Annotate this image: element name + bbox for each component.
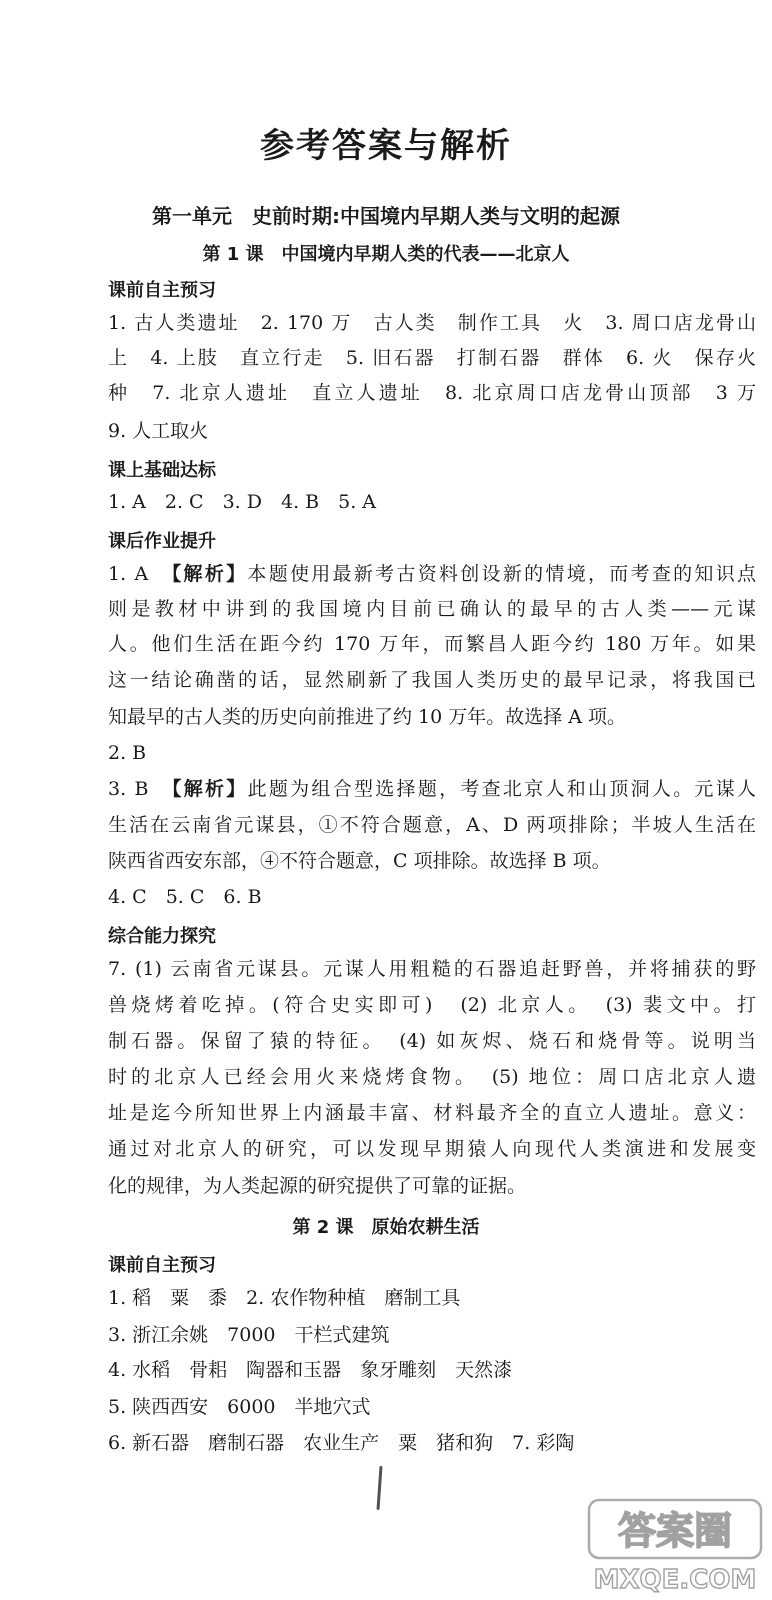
watermark-logo-text: 答案圈 xyxy=(617,1509,733,1553)
lesson-2-preview-line-3: 4. 水稻 骨耜 陶器和玉器 象牙雕刻 天然漆 xyxy=(108,1359,513,1381)
homework-q1-line-4: 这一结论确凿的话，显然刷新了我国人类历史的最早记录，将我国已 xyxy=(108,669,756,691)
lesson-2-preview-line-4: 5. 陕西西安 6000 半地穴式 xyxy=(108,1396,371,1418)
pencil-mark xyxy=(376,1466,382,1510)
explore-line-2: 兽烧烤着吃掉。(符合史实即可) (2) 北京人。 (3) 裴文中。打 xyxy=(108,994,756,1016)
lesson-2-preview-heading: 课前自主预习 xyxy=(108,1255,216,1276)
analysis-tag: 【解析】 xyxy=(171,778,248,800)
explore-line-7: 化的规律，为人类起源的研究提供了可靠的证据。 xyxy=(108,1175,527,1197)
watermark-url-text: MXQE.COM xyxy=(593,1565,757,1595)
watermark-logo xyxy=(585,1498,765,1596)
lesson-1-explore-heading: 综合能力探究 xyxy=(108,926,216,947)
lesson-1-preview-line-1: 1. 古人类遗址 2. 170 万 古人类 制作工具 火 3. 周口店龙骨山 xyxy=(108,312,756,334)
page-title: 参考答案与解析 xyxy=(260,126,512,166)
lesson-1-basic-answers: 1. A 2. C 3. D 4. B 5. A xyxy=(108,491,377,513)
lesson-1-preview-line-3: 种 7. 北京人遗址 直立人遗址 8. 北京周口店龙骨山顶部 3 万 xyxy=(108,382,756,404)
homework-q3-text: 此题为组合型选择题，考查北京人和山顶洞人。元谋人 xyxy=(247,778,756,800)
homework-q2: 2. B xyxy=(108,742,147,764)
lesson-1-basic-heading: 课上基础达标 xyxy=(108,460,216,481)
explore-line-5: 址是迄今所知世界上内涵最丰富、材料最齐全的直立人遗址。意义： xyxy=(108,1102,756,1124)
explore-line-6: 通过对北京人的研究，可以发现早期猿人向现代人类演进和发展变 xyxy=(108,1138,756,1160)
watermark-logo-icon xyxy=(585,1498,765,1596)
unit-title: 第一单元 史前时期:中国境内早期人类与文明的起源 xyxy=(152,204,620,228)
lesson-1-title: 第 1 课 中国境内早期人类的代表——北京人 xyxy=(202,244,570,265)
explore-line-3: 制石器。保留了猿的特征。 (4) 如灰烬、烧石和烧骨等。说明当 xyxy=(108,1030,756,1052)
homework-q1-line-5: 知最早的古人类的历史向前推进了约 10 万年。故选择 A 项。 xyxy=(108,706,627,728)
homework-q1-line-3: 人。他们生活在距今约 170 万年，而繁昌人距今约 180 万年。如果 xyxy=(108,633,756,655)
homework-q4-6: 4. C 5. C 6. B xyxy=(108,886,262,908)
lesson-1-homework-heading: 课后作业提升 xyxy=(108,531,216,552)
homework-q3-line-3: 陕西省西安东部，④不符合题意，C 项排除。故选择 B 项。 xyxy=(108,850,611,872)
lesson-2-title: 第 2 课 原始农耕生活 xyxy=(292,1217,480,1238)
lesson-1-preview-line-2: 上 4. 上肢 直立行走 5. 旧石器 打制石器 群体 6. 火 保存火 xyxy=(108,347,756,369)
explore-line-4: 时的北京人已经会用火来烧烤食物。 (5) 地位：周口店北京人遗 xyxy=(108,1066,756,1088)
lesson-1-preview-heading: 课前自主预习 xyxy=(108,280,216,301)
lesson-2-preview-line-1: 1. 稻 粟 黍 2. 农作物种植 磨制工具 xyxy=(108,1287,461,1309)
homework-q1-line-2: 则是教材中讲到的我国境内目前已确认的最早的古人类——元谋 xyxy=(108,598,756,620)
homework-q3-answer: 3. B xyxy=(108,778,172,800)
homework-q1-answer: 1. A xyxy=(108,563,172,585)
homework-q1-line-1 xyxy=(108,563,756,586)
homework-q1-text: 本题使用最新考古资料创设新的情境，而考查的知识点 xyxy=(247,563,756,585)
homework-q3-line-2: 生活在云南省元谋县，①不符合题意，A、D 两项排除；半坡人生活在 xyxy=(108,814,756,836)
analysis-tag: 【解析】 xyxy=(171,563,248,585)
lesson-2-preview-line-5: 6. 新石器 磨制石器 农业生产 粟 猪和狗 7. 彩陶 xyxy=(108,1432,575,1454)
lesson-1-preview-line-4: 9. 人工取火 xyxy=(108,420,209,442)
homework-q3-line-1 xyxy=(108,778,756,801)
lesson-2-preview-line-2: 3. 浙江余姚 7000 干栏式建筑 xyxy=(108,1324,390,1346)
explore-line-1: 7. (1) 云南省元谋县。元谋人用粗糙的石器追赶野兽，并将捕获的野 xyxy=(108,958,756,980)
